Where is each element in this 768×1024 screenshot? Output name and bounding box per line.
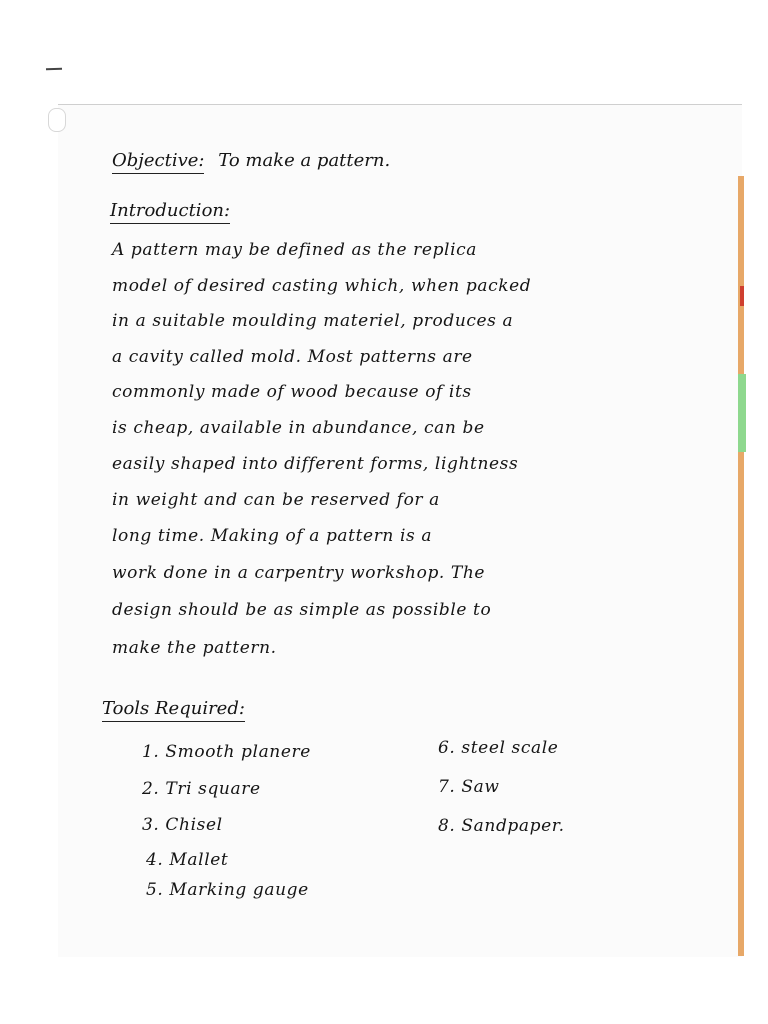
tool-item: 6. steel scale	[438, 738, 559, 758]
tool-item: 5. Marking gauge	[146, 880, 309, 900]
intro-line: design should be as simple as possible to	[112, 600, 492, 620]
binder-hole	[48, 108, 66, 132]
scan-mark	[46, 68, 62, 71]
tools-heading	[102, 698, 245, 719]
tool-item: 1. Smooth planere	[142, 742, 311, 762]
intro-line: A pattern may be defined as the replica	[112, 240, 477, 260]
intro-line: make the pattern.	[112, 638, 277, 658]
objective-label: Objective:	[112, 150, 204, 174]
tool-item: 3. Chisel	[142, 815, 223, 835]
intro-line: long time. Making of a pattern is a	[112, 526, 433, 546]
intro-line: in a suitable moulding materiel, produces a	[112, 311, 514, 331]
tools-label: Tools Required:	[102, 698, 245, 722]
introduction-heading	[110, 200, 230, 221]
intro-line: model of desired casting which, when packed	[112, 276, 532, 296]
introduction-label: Introduction:	[110, 200, 230, 224]
intro-line: easily shaped into different forms, lightness	[112, 454, 519, 474]
objective-heading	[112, 150, 390, 171]
intro-line: a cavity called mold. Most patterns are	[112, 347, 473, 367]
intro-line: is cheap, available in abundance, can be	[112, 418, 485, 438]
intro-line: work done in a carpentry workshop. The	[112, 563, 486, 583]
intro-line: commonly made of wood because of its	[112, 382, 472, 402]
tool-item: 7. Saw	[438, 777, 500, 797]
tab-red	[740, 286, 744, 306]
tool-item: 2. Tri square	[142, 779, 261, 799]
tab-green	[738, 374, 746, 452]
tool-item: 8. Sandpaper.	[438, 816, 565, 836]
tool-item: 4. Mallet	[146, 850, 229, 870]
objective-text: To make a pattern.	[218, 150, 391, 171]
intro-line: in weight and can be reserved for a	[112, 490, 440, 510]
